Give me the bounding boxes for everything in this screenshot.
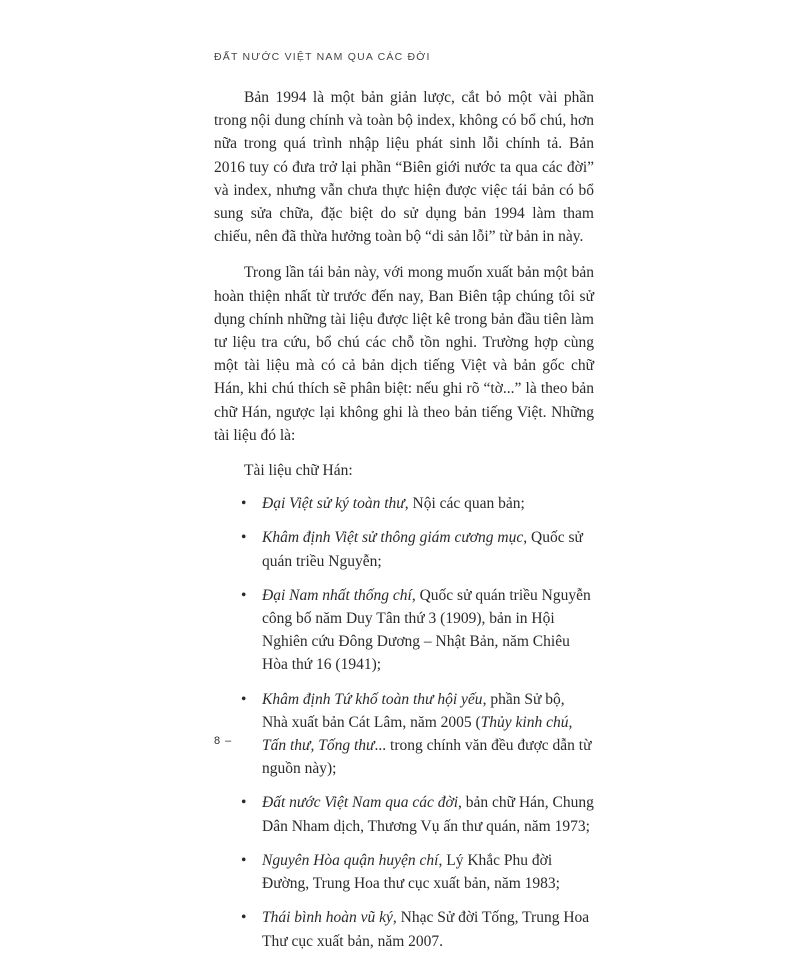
source-details: , Nội các quan bản;	[404, 495, 525, 513]
list-item	[214, 584, 594, 677]
running-header: ĐẤT NƯỚC VIỆT NAM QUA CÁC ĐỜI	[214, 51, 431, 63]
source-title: Thái bình hoàn vũ ký	[262, 909, 393, 927]
source-details: , bản chữ Hán, Chung Dân Nham dịch, Thương Vụ ấn thư quán, năm 1973;	[262, 794, 594, 835]
source-title: Khâm định Tứ khố toàn thư hội yếu	[262, 690, 483, 708]
source-details: , phần Sử bộ, Nhà xuất bản Cát Lâm, năm 2005 (	[262, 690, 565, 731]
list-item	[214, 906, 594, 952]
source-title: Khâm định Việt sử thông giám cương mục	[262, 529, 524, 547]
list-label: Tài liệu chữ Hán:	[244, 462, 353, 480]
bullet-icon: •	[241, 851, 247, 869]
list-item	[214, 526, 594, 572]
bullet-icon: •	[241, 495, 247, 513]
source-details-cont: ... trong chính văn đều được dẫn từ nguồn này);	[262, 737, 592, 778]
bullet-icon: •	[241, 529, 247, 547]
source-details: , Lý Khắc Phu đời Đường, Trung Hoa thư cục xuất bản, năm 1983;	[262, 851, 560, 893]
bullet-icon: •	[241, 586, 247, 604]
source-title: Đại Việt sử ký toàn thư	[262, 495, 405, 513]
bullet-icon: •	[241, 690, 247, 708]
source-title: Nguyên Hòa quận huyện chí	[262, 851, 439, 869]
bullet-icon: •	[241, 909, 247, 927]
page-body	[214, 86, 594, 964]
list-item	[214, 849, 594, 895]
paragraph-2: Trong lần tái bản này, với mong muốn xuất bản một bản hoàn thiện nhất từ trước đến nay, Ban Biên tập chúng tôi sử dụng chính những tài liệu được liệt kê trong bản đầu tiên làm tư liệu tra cứu, bổ chú các chỗ tồn nghi. Trường hợp cùng một tài liệu mà có cả bản dịch tiếng Việt và bản gốc chữ Hán, khi chú thích sẽ phân biệt: nếu ghi rõ “tờ...” là theo bản chữ Hán, ngược lại không ghi là theo bản tiếng Việt. Những tài liệu đó là:	[214, 264, 594, 444]
bullet-icon: •	[241, 794, 247, 812]
source-details: , Nhạc Sử đời Tống, Trung Hoa Thư cục xuất bản, năm 2007.	[262, 909, 590, 950]
list-item	[214, 791, 594, 837]
page-number: 8 –	[214, 735, 233, 747]
source-title: Đất nước Việt Nam qua các đời	[262, 794, 459, 812]
source-list	[214, 492, 594, 952]
source-title: Đại Nam nhất thống chí	[262, 586, 412, 604]
list-item	[214, 492, 594, 515]
source-details: , Quốc sử quán triều Nguyễn công bố năm Duy Tân thứ 3 (1909), bản in Hội Nghiên cứu Đông Dương – Nhật Bản, năm Chiêu Hòa thứ 16 (1941);	[262, 586, 591, 674]
source-subtitles: Thủy kinh chú, Tấn thư, Tống thư	[262, 713, 573, 755]
list-item	[214, 688, 594, 781]
source-details: , Quốc sử quán triều Nguyễn;	[262, 529, 583, 570]
paragraph-1: Bản 1994 là một bản giản lược, cắt bỏ một vài phần trong nội dung chính và toàn bộ index, không có bổ chú, hơn nữa trong quá trình nhập liệu phát sinh lỗi chính tả. Bản 2016 tuy có đưa trở lại phần “Biên giới nước ta qua các đời” và index, nhưng vẫn chưa thực hiện được việc tái bản có bổ sung sửa chữa, đặc biệt do sử dụng bản 1994 làm tham chiếu, nên đã thừa hưởng toàn bộ “di sản lỗi” từ bản in này.	[214, 89, 594, 246]
